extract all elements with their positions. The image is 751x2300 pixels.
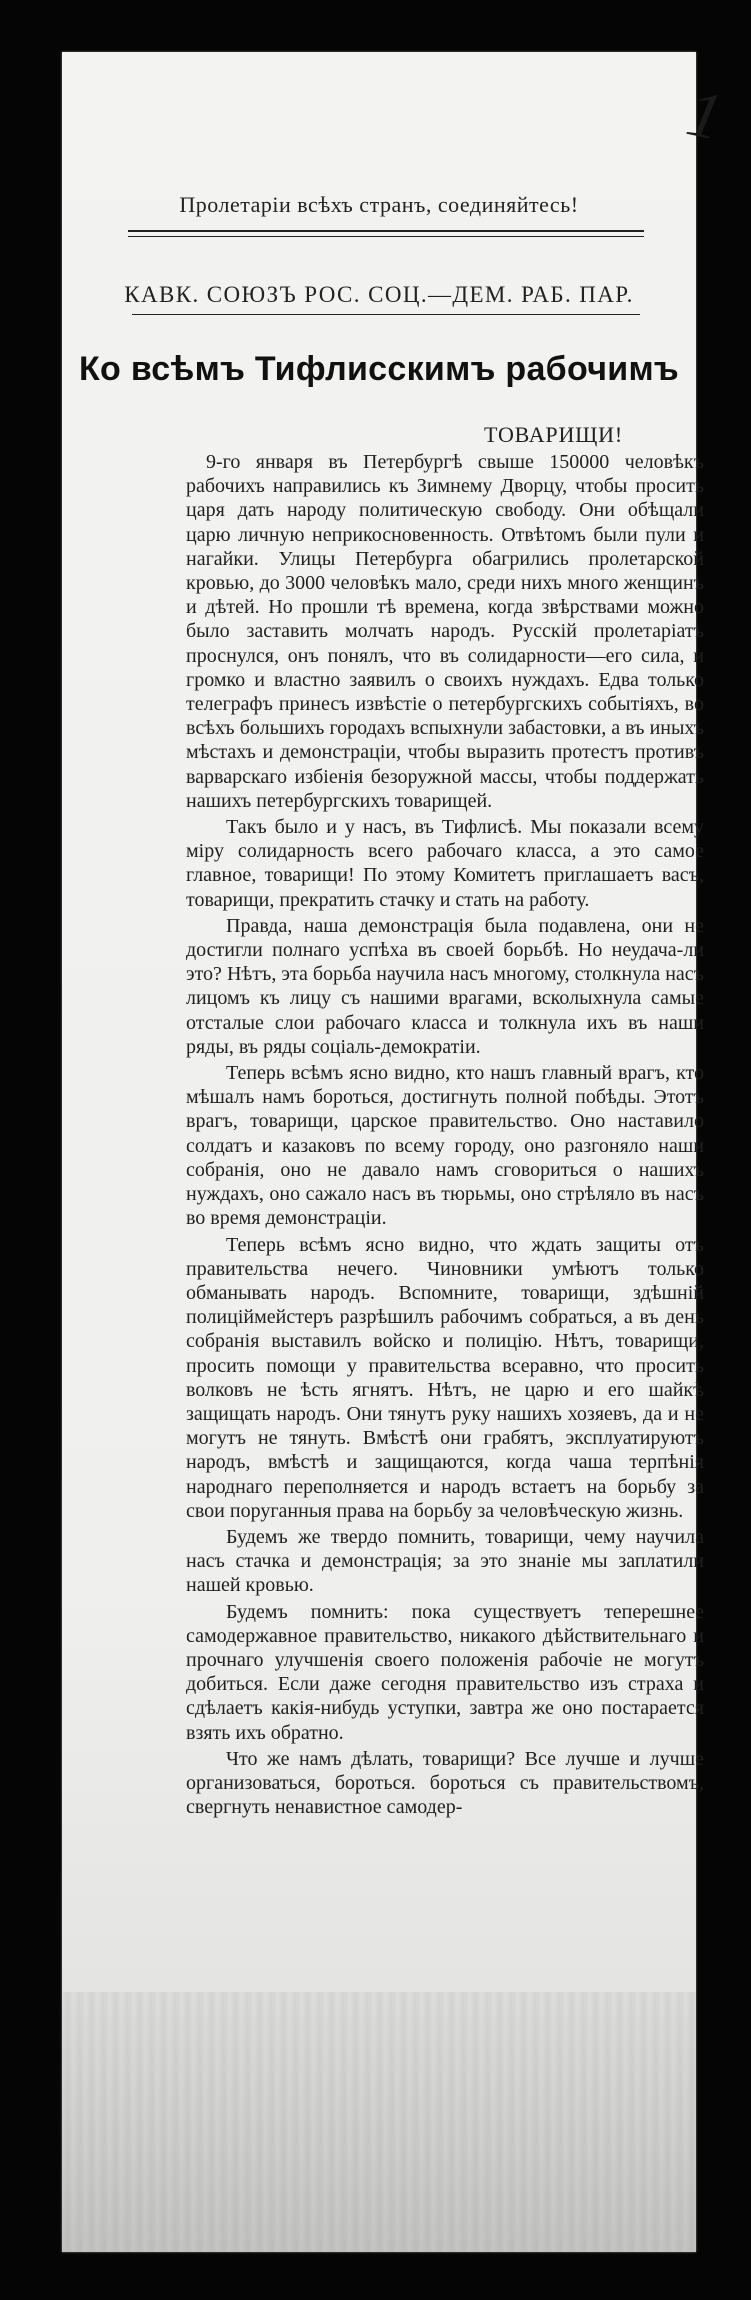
page-title: Ко всѣмъ Тифлисскимъ рабочимъ xyxy=(79,350,679,388)
leaflet-body xyxy=(186,450,704,1821)
paragraph: 9-го января въ Петербургѣ свыше 150000 человѣкъ рабочихъ направились къ Зимнему Дворцу, чтобы просить царя дать народу политическую свободу. Они обѣщали царю личную неприкосновенность. Отвѣтомъ были пули и нагайки. Улицы Петербурга обагрились пролетарской кровью, до 3000 человѣкъ мало, среди нихъ много женщинъ и дѣтей. Но прошли тѣ времена, когда звѣрствами можно было заставить молчать народъ. Русскій пролетаріатъ проснулся, онъ понялъ, что въ солидарности—его сила, и громко и властно заявилъ о своихъ нуждахъ. Едва только телеграфъ принесъ извѣстіе о петербургскихъ событіяхъ, во всѣхъ большихъ городахъ вспыхнули забастовки, а въ иныхъ мѣстахъ и демонстраціи, чтобы выразить протестъ противъ варварскаго избіенія безоружной массы, чтобы поддержать нашихъ петербургскихъ товарищей. xyxy=(186,451,704,812)
org-rule xyxy=(132,314,640,315)
paragraph: Будемъ помнить: пока существуетъ теперешнее самодержавное правительство, никакого дѣйствительнаго и прочнаго улучшенія своего положенія рабочіе не могутъ добиться. Если даже сегодня правительство изъ страха и сдѣлаетъ какія-нибудь уступки, завтра же оно постарается взять ихъ обратно. xyxy=(186,1600,704,1744)
top-rule-thin xyxy=(128,236,644,237)
page-number: 1 xyxy=(680,76,729,155)
motto: Пролетаріи всѣхъ странъ, соединяйтесь! xyxy=(179,192,579,217)
greeting: ТОВАРИЩИ! xyxy=(484,422,623,447)
paragraph: Что же намъ дѣлать, товарищи? Все лучше и лучше организоваться, бороться. бороться съ правительствомъ, свергнуть ненавистное самодер- xyxy=(186,1747,704,1819)
top-rule xyxy=(128,230,644,232)
paragraph: Правда, наша демонстрація была подавлена, они не достигли полнаго успѣха въ своей борьбѣ. Но неудача-ли это? Нѣтъ, эта борьба научила насъ многому, столкнула насъ лицомъ къ лицу съ нашими врагами, всколыхнула самые отсталые слои рабочаго класса и толкнула ихъ въ наши ряды, въ ряды соціаль-демократіи. xyxy=(186,914,704,1058)
organization-header: КАВК. СОЮЗЪ РОС. СОЦ.—ДЕМ. РАБ. ПАР. xyxy=(124,282,634,307)
faded-page-bottom xyxy=(62,1992,696,2252)
paragraph: Теперь всѣмъ ясно видно, что ждать защиты отъ правительства нечего. Чиновники умѣютъ только обманывать народъ. Вспомните, товарищи, здѣшній полиціймейстеръ разрѣшилъ рабочимъ собраться, а въ день собранія выставилъ войско и полицію. Нѣтъ, товарищи, просить помощи у правительства всеравно, что просить волковъ не ѣсть ягнятъ. Нѣтъ, не царю и его шайкѣ защищать народъ. Они тянутъ руку нашихъ хозяевъ, да и не могутъ не тянуть. Вмѣстѣ они грабятъ, эксплуатируютъ народъ, вмѣстѣ и защищаются, когда чаша терпѣнія народнаго переполняется и народъ встаетъ на борьбу за свои поруганныя права на борьбу за человѣческую жизнь. xyxy=(186,1233,704,1522)
paragraph: Такъ было и у насъ, въ Тифлисѣ. Мы показали всему міру солидарность всего рабочаго класса, а это самое главное, товарищи! По этому Комитетъ приглашаетъ васъ, товарищи, прекратить стачку и стать на работу. xyxy=(186,816,704,911)
paragraph: Будемъ же твердо помнить, товарищи, чему научила насъ стачка и демонстрація; за это знаніе мы заплатили нашей кровью. xyxy=(186,1525,704,1597)
leaflet-page xyxy=(62,52,704,2252)
paragraph: Теперь всѣмъ ясно видно, кто нашъ главный врагъ, кто мѣшалъ намъ бороться, достигнуть полной побѣды. Этотъ врагъ, товарищи, царское правительство. Оно наставило солдатъ и казаковъ по всему городу, оно разгоняло наши собранія, оно не давало намъ сговориться о нашихъ нуждахъ, оно сажало насъ въ тюрьмы, оно стрѣляло въ насъ во время демонстраціи. xyxy=(186,1062,704,1230)
